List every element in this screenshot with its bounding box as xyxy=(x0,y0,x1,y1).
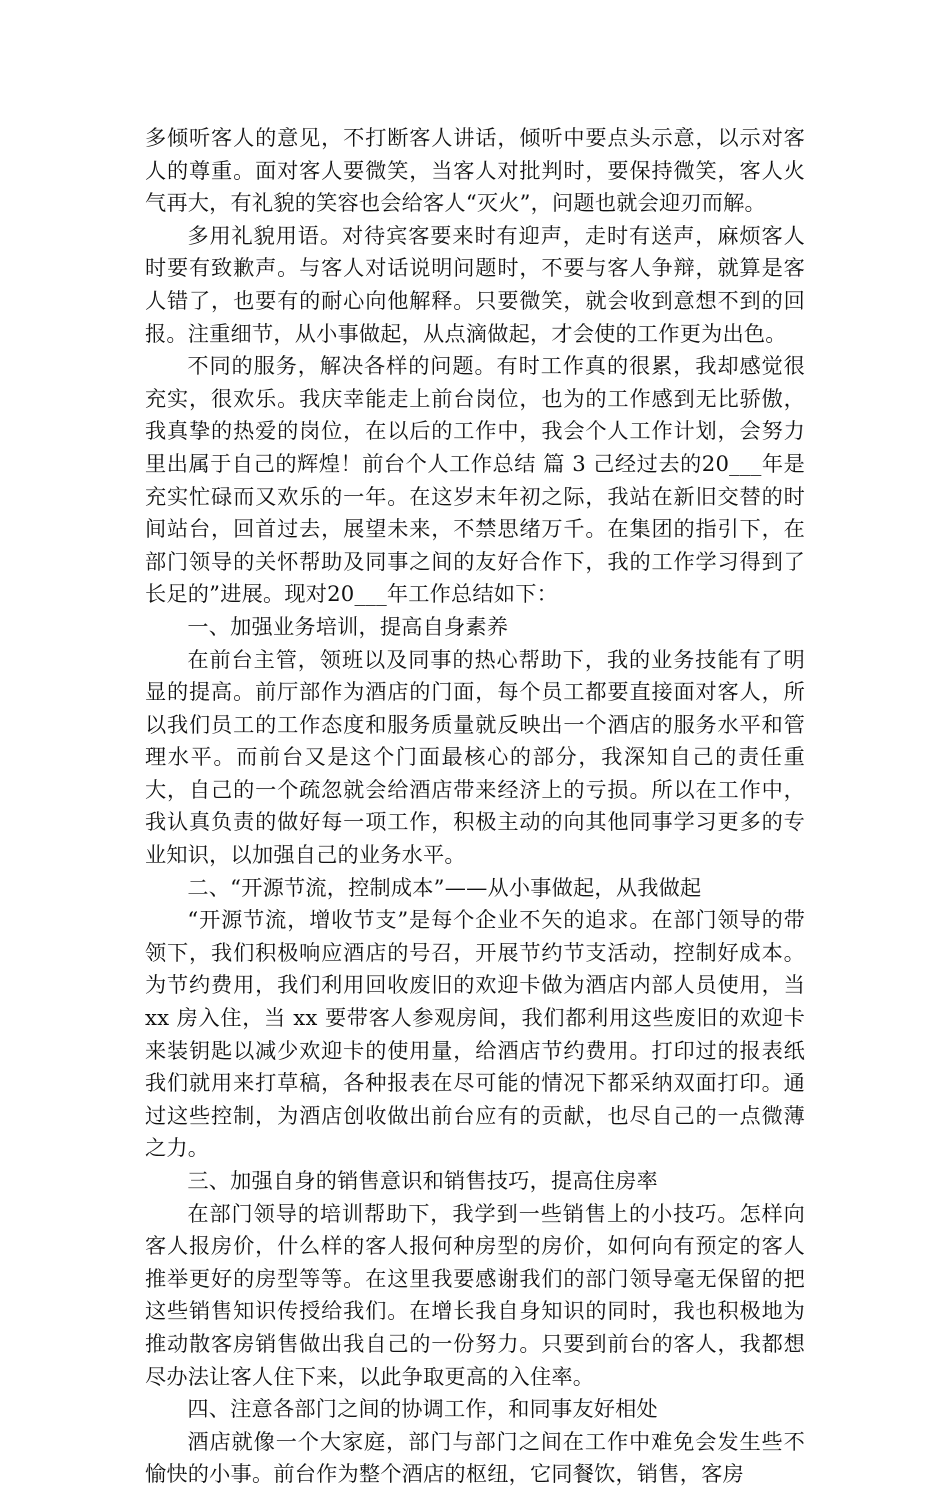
body-paragraph: 多倾听客人的意见，不打断客人讲话，倾听中要点头示意，以示对客人的尊重。面对客人要微笑，当客人对批判时，要保持微笑，客人火气再大，有礼貌的笑容也会给客人“灭火”，问题也就会迎刃而解。 xyxy=(145,125,805,216)
body-paragraph: 酒店就像一个大家庭，部门与部门之间在工作中难免会发生些不愉快的小事。前台作为整个酒店的枢纽，它同餐饮，销售，客房 xyxy=(145,1428,805,1487)
document-page xyxy=(145,122,805,1491)
section-heading: 四、注意各部门之间的协调工作，和同事友好相处 xyxy=(187,1396,658,1422)
section-heading: 三、加强自身的销售意识和销售技巧，提高住房率 xyxy=(187,1168,658,1193)
body-paragraph: 多用礼貌用语。对待宾客要来时有迎声，走时有送声，麻烦客人时要有致歉声。与客人对话说明问题时，不要与客人争辩，就算是客人错了，也要有的耐心向他解释。只要微笑，就会收到意想不到的回报。注重细节，从小事做起，从点滴做起，才会使的工作更为出色。 xyxy=(145,222,805,346)
section-heading: 一、加强业务培训，提高自身素养 xyxy=(187,613,509,639)
body-paragraph: 不同的服务，解决各样的问题。有时工作真的很累，我却感觉很充实，很欢乐。我庆幸能走上前台岗位，也为的工作感到无比骄傲，我真挚的热爱的岗位，在以后的工作中，我会个人工作计划，会努力里出属于自己的辉煌！前台个人工作总结 篇 3 己经过去的20___年是充实忙碌而又欢乐的一年。在这岁末年初之际，我站在新旧交替的时间站台，回首过去，展望未来，不禁思绪万千。在集团的指引下，在部门领导的关怀帮助及同事之间的友好合作下，我的工作学习得到了长足的”进展。现对20___年工作总结如下： xyxy=(145,353,805,607)
body-paragraph: “开源节流，增收节支”是每个企业不矢的追求。在部门领导的带领下，我们积极响应酒店的号召，开展节约节支活动，控制好成本。为节约费用，我们利用回收废旧的欢迎卡做为酒店内部人员使用，当 xx 房入住，当 xx 要带客人参观房间，我们都利用这些废旧的欢迎卡来装钥匙以减少欢迎卡的使用量，给酒店节约费用。打印过的报表纸我们就用来打草稿，各种报表在尽可能的情况下都采纳双面打印。通过这些控制，为酒店创收做出前台应有的贡献，也尽自己的一点微薄之力。 xyxy=(145,907,805,1161)
section-heading: 二、“开源节流，控制成本”——从小事做起，从我做起 xyxy=(187,874,702,900)
body-paragraph: 在前台主管，领班以及同事的热心帮助下，我的业务技能有了明显的提高。前厅部作为酒店的门面，每个员工都要直接面对客人，所以我们员工的工作态度和服务质量就反映出一个酒店的服务水平和管理水平。而前台又是这个门面最核心的部分，我深知自己的责任重大，自己的一个疏忽就会给酒店带来经济上的亏损。所以在工作中，我认真负责的做好每一项工作，积极主动的向其他同事学习更多的专业知识，以加强自己的业务水平。 xyxy=(145,646,805,868)
body-paragraph: 在部门领导的培训帮助下，我学到一些销售上的小技巧。怎样向客人报房价，什么样的客人报何种房型的房价，如何向有预定的客人推举更好的房型等等。在这里我要感谢我们的部门领导毫无保留的把这些销售知识传授给我们。在增长我自身知识的同时，我也积极地为推动散客房销售做出我自己的一份努力。只要到前台的客人，我都想尽办法让客人住下来，以此争取更高的入住率。 xyxy=(145,1200,805,1389)
